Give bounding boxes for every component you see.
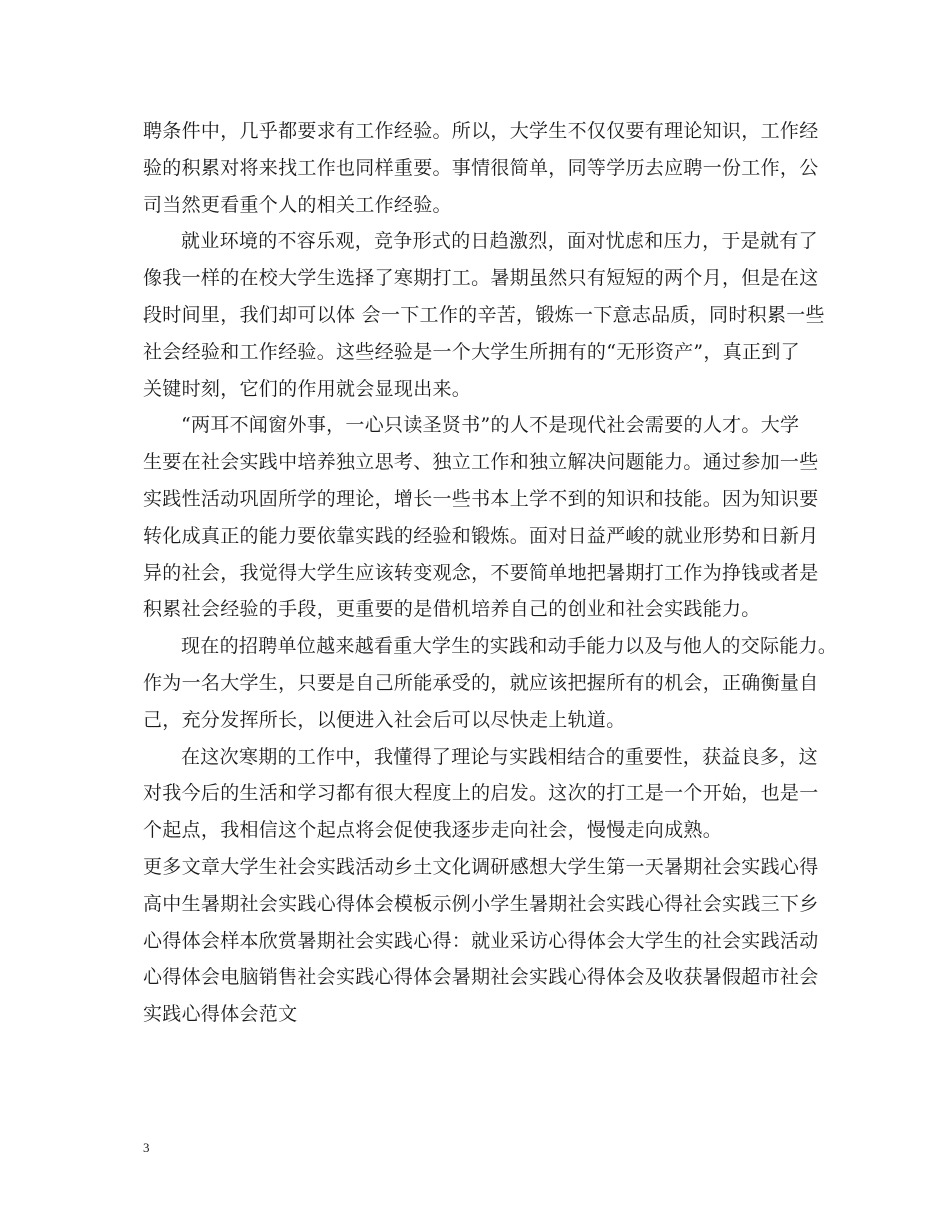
text-line: 实践性活动巩固所学的理论，增长一些书本上学不到的知识和技能。因为知识要 [143, 487, 819, 510]
paragraph-first-line: 就业环境的不容乐观，竞争形式的日趋激烈，面对忧虑和压力，于是就有了 [181, 230, 818, 253]
text-line: 作为一名大学生，只要是自己所能承受的，就应该把握所有的机会，正确衡量自 [143, 671, 819, 694]
text-line: 己，充分发挥所长，以便进入社会后可以尽快走上轨道。 [143, 708, 626, 731]
paragraph-first-line: 现在的招聘单位越来越看重大学生的实践和动手能力以及与他人的交际能力。 [181, 635, 838, 658]
text-line: 对我今后的生活和学习都有很大程度上的启发。这次的打工是一个开始，也是一 [143, 782, 819, 805]
text-line: 段时间里，我们却可以体 会一下工作的辛苦，锻炼一下意志品质，同时积累一些 [143, 303, 825, 326]
more-articles-line: 心得体会电脑销售社会实践心得体会暑期社会实践心得体会及收获暑假超市社会 [143, 966, 819, 989]
text-line: 像我一样的在校大学生选择了寒期打工。暑期虽然只有短短的两个月，但是在这 [143, 267, 819, 290]
more-articles-line: 心得体会样本欣赏暑期社会实践心得：就业采访心得体会大学生的社会实践活动 [143, 929, 819, 952]
text-line: 个起点，我相信这个起点将会促使我逐步走向社会，慢慢走向成熟。 [143, 819, 723, 842]
text-line: 生要在社会实践中培养独立思考、独立工作和独立解决问题能力。通过参加一些 [143, 451, 819, 474]
text-line: 异的社会，我觉得大学生应该转变观念，不要简单地把暑期打工作为挣钱或者是 [143, 561, 819, 584]
text-line: 关键时刻，它们的作用就会显现出来。 [143, 377, 472, 400]
paragraph-first-line: 在这次寒期的工作中，我懂得了理论与实践相结合的重要性，获益良多，这 [181, 745, 818, 768]
page-number: 3 [143, 1140, 150, 1155]
more-articles-line: 更多文章大学生社会实践活动乡土文化调研感想大学生第一天暑期社会实践心得 [143, 855, 819, 878]
document-body [143, 113, 838, 1033]
more-articles-line: 实践心得体会范文 [143, 1003, 298, 1026]
text-line: 验的积累对将来找工作也同样重要。事情很简单，同等学历去应聘一份工作，公 [143, 156, 819, 179]
text-line: 司当然更看重个人的相关工作经验。 [143, 193, 452, 216]
more-articles-line: 高中生暑期社会实践心得体会模板示例小学生暑期社会实践心得社会实践三下乡 [143, 892, 819, 915]
text-line: 积累社会经验的手段，更重要的是借机培养自己的创业和社会实践能力。 [143, 598, 761, 621]
paragraph-first-line: “两耳不闻窗外事，一心只读圣贤书”的人不是现代社会需要的人才。大学 [181, 414, 800, 437]
text-line: 聘条件中，几乎都要求有工作经验。所以，大学生不仅仅要有理论知识，工作经 [143, 120, 819, 142]
text-line: 社会经验和工作经验。这些经验是一个大学生所拥有的“无形资产”，真正到了 [143, 340, 800, 363]
text-line: 转化成真正的能力要依靠实践的经验和锻炼。面对日益严峻的就业形势和日新月 [143, 524, 819, 547]
